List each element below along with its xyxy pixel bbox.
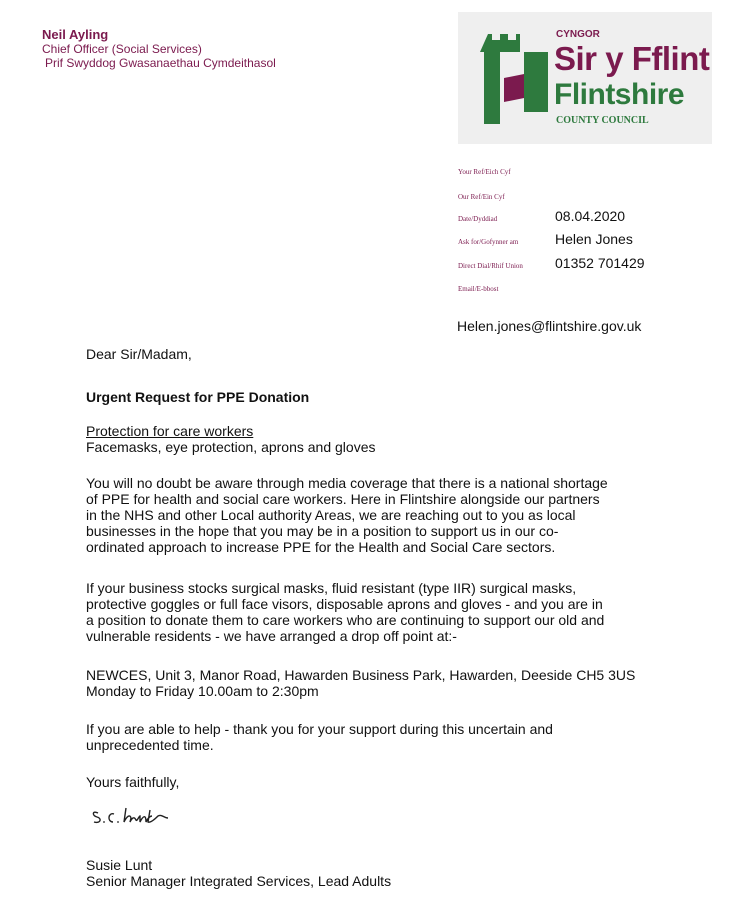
direct-dial-value: 01352 701429 xyxy=(555,255,645,271)
handwritten-signature xyxy=(90,804,200,830)
drop-off-hours: Monday to Friday 10.00am to 2:30pm xyxy=(86,683,319,699)
logo-cyngor-text: CYNGOR xyxy=(556,29,600,40)
sender-name: Neil Ayling xyxy=(42,27,109,42)
drop-off-block xyxy=(86,667,686,699)
direct-dial-label: Direct Dial/Rhif Union xyxy=(458,262,523,270)
paragraph-3-line: If you are able to help - thank you for your support during this uncertain and xyxy=(86,721,553,737)
signatory-name: Susie Lunt xyxy=(86,857,153,873)
paragraph-2-line: protective goggles or full face visors, disposable aprons and gloves - and you are in xyxy=(86,596,603,612)
paragraph-2 xyxy=(86,580,686,644)
salutation: Dear Sir/Madam, xyxy=(86,346,192,362)
paragraph-3-line: unprecedented time. xyxy=(86,737,214,753)
email-value: Helen.jones@flintshire.gov.uk xyxy=(457,318,642,334)
paragraph-1-line: You will no doubt be aware through media coverage that there is a national shortage xyxy=(86,475,608,491)
subject-heading: Urgent Request for PPE Donation xyxy=(86,389,310,405)
protection-items: Facemasks, eye protection, aprons and gloves xyxy=(86,439,376,455)
paragraph-2-line: a position to donate them to care workers who are continuing to support our old and xyxy=(86,612,605,628)
logo-sir-y-fflint-text: Sir y Fflint xyxy=(554,40,710,77)
signatory xyxy=(86,857,686,889)
paragraph-1-line: ordinated approach to increase PPE for the Health and Social Care sectors. xyxy=(86,539,556,555)
date-value: 08.04.2020 xyxy=(555,208,626,224)
paragraph-2-line: If your business stocks surgical masks, fluid resistant (type IIR) surgical masks, xyxy=(86,580,577,596)
our-ref-label: Our Ref/Ein Cyf xyxy=(458,193,505,201)
logo-flintshire-text: Flintshire xyxy=(554,78,685,111)
logo-county-council-text: COUNTY COUNCIL xyxy=(556,115,649,126)
email-label: Email/E-bbost xyxy=(458,285,499,293)
sender-title: Chief Officer (Social Services) xyxy=(42,42,202,56)
signatory-title: Senior Manager Integrated Services, Lead Adults xyxy=(86,873,392,889)
paragraph-1-line: businesses in the hope that you may be in a position to support us in our co- xyxy=(86,523,559,539)
drop-off-address: NEWCES, Unit 3, Manor Road, Hawarden Business Park, Hawarden, Deeside CH5 3US xyxy=(86,667,636,683)
castle-tower-icon xyxy=(458,12,558,144)
paragraph-1-line: of PPE for health and social care workers. Here in Flintshire alongside our partners xyxy=(86,491,600,507)
paragraph-1 xyxy=(86,475,686,555)
ask-for-value: Helen Jones xyxy=(555,231,633,247)
paragraph-1-line: in the NHS and other Local authority Areas, we are reaching out to you as local xyxy=(86,507,576,523)
council-logo xyxy=(458,12,712,144)
date-label: Date/Dyddiad xyxy=(458,215,498,223)
your-ref-label: Your Ref/Eich Cyf xyxy=(458,168,511,176)
paragraph-2-line: vulnerable residents - we have arranged a drop off point at:- xyxy=(86,628,457,644)
sender-block xyxy=(42,28,276,70)
paragraph-3 xyxy=(86,721,686,753)
sender-title-welsh: Prif Swyddog Gwasanaethau Cymdeithasol xyxy=(45,56,276,70)
ask-for-label: Ask for/Gofynner am xyxy=(458,238,519,246)
protection-heading: Protection for care workers xyxy=(86,423,254,439)
protection-section xyxy=(86,423,686,455)
closing: Yours faithfully, xyxy=(86,774,180,790)
